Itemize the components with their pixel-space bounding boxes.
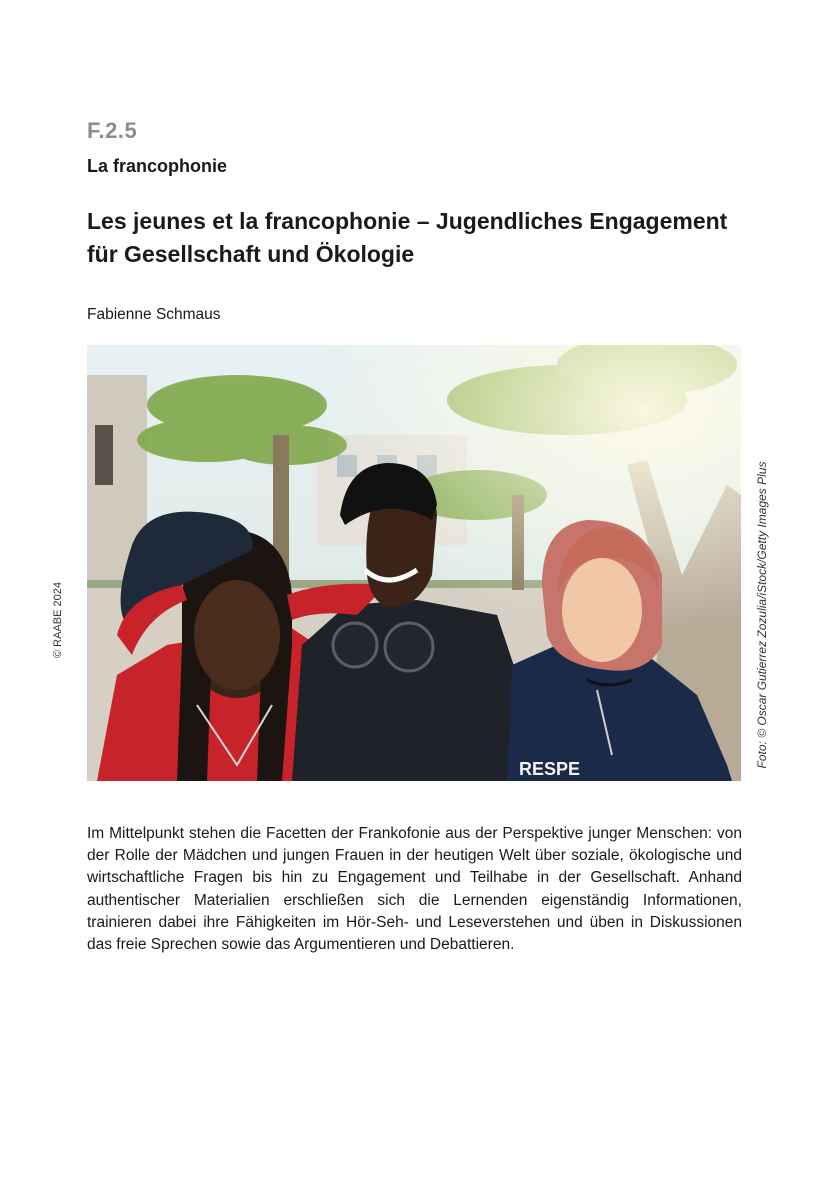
author-name: Fabienne Schmaus — [87, 306, 221, 323]
page-title: Les jeunes et la francophonie – Jugendliches Engagement für Gesellschaft und Ökologie — [87, 208, 728, 267]
abstract-text: Im Mittelpunkt stehen die Facetten der Frankofonie aus der Perspektive junger Menschen: von der Rolle der Mädchen und jungen Frauen in der heutigen Welt über soziale, ökologische und wirtschaftliche Fragen bis hin zu Engagement und Teilhabe in der Gesellschaft. Anhand authentischer Materialien erschließen sich die Lernenden eigenständig Informationen, trainieren dabei ihre Fähigkeiten im Hör-Seh- und Leseverstehen und üben in Diskussionen das freie Sprechen sowie das Argumentieren und Debattieren. — [87, 825, 742, 954]
section-title: La francophonie — [87, 156, 228, 176]
unit-code: F.2.5 — [87, 118, 138, 143]
cover-photo — [87, 345, 741, 781]
shirt-print: RESPE — [519, 759, 581, 779]
photo-credit: Foto: © Oscar Gutierrez Zozulia/iStock/Getty Images Plus — [755, 461, 769, 769]
copyright-notice: © RAABE 2024 — [52, 582, 64, 658]
